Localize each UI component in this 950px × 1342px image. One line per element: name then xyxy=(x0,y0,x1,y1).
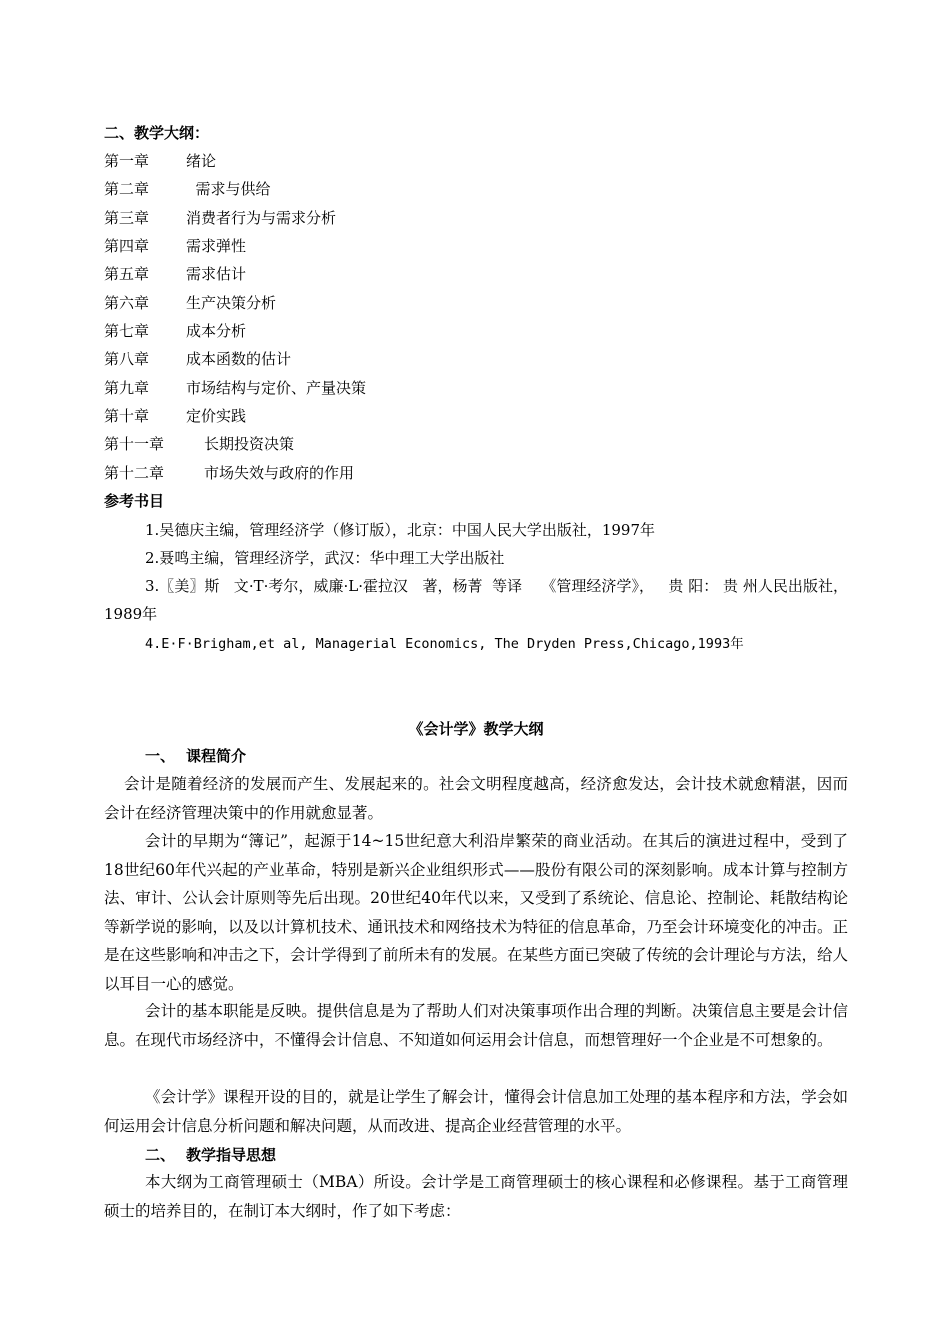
reference-item: 2.聂鸣主编，管理经济学，武汉：华中理工大学出版社 xyxy=(145,549,505,567)
chapter-title: 成本分析 xyxy=(186,322,247,340)
chapter-7 xyxy=(104,321,848,341)
chapter-3 xyxy=(104,208,848,228)
chapter-title: 消费者行为与需求分析 xyxy=(186,209,337,227)
section-heading-2 xyxy=(145,1145,276,1165)
chapter-title: 需求弹性 xyxy=(186,237,247,255)
chapter-number: 第二章 xyxy=(104,180,150,198)
section-title: 教学指导思想 xyxy=(186,1146,277,1164)
paragraph: 会计的基本职能是反映。提供信息是为了帮助人们对决策事项作出合理的判断。决策信息主要是会计信息。在现代市场经济中，不懂得会计信息、不知道如何运用会计信息，而想管理好一个企业是不可想象的。 xyxy=(104,1002,848,1049)
accounting-title: 《会计学》教学大纲 xyxy=(408,720,544,738)
section-number: 一、 xyxy=(145,747,176,765)
chapter-title: 市场失效与政府的作用 xyxy=(204,464,355,482)
chapter-12 xyxy=(104,463,848,483)
section-heading-1 xyxy=(145,746,246,766)
reference-item: 4.E·F·Brigham,et al, Managerial Economics, The Dryden Press,Chicago,1993年 xyxy=(145,636,744,652)
chapter-title: 长期投资决策 xyxy=(204,435,295,453)
chapter-number: 第八章 xyxy=(104,350,150,368)
chapter-9 xyxy=(104,378,848,398)
chapter-number: 第十章 xyxy=(104,407,150,425)
chapter-number: 第十二章 xyxy=(104,464,165,482)
chapter-number: 第四章 xyxy=(104,237,150,255)
chapter-title: 生产决策分析 xyxy=(186,294,277,312)
chapter-8 xyxy=(104,349,848,369)
chapter-6 xyxy=(104,293,848,313)
chapter-1 xyxy=(104,151,848,171)
paragraph: 会计的早期为“簿记”，起源于14~15世纪意大利沿岸繁荣的商业活动。在其后的演进过程中，受到了18世纪60年代兴起的产业革命，特别是新兴企业组织形式——股份有限公司的深刻影响。成本计算与控制方法、审计、公认会计原则等先后出现。20世纪40年代以来，又受到了系统论、信息论、控制论、耗散结构论等新学说的影响，以及以计算机技术、通讯技术和网络技术为特征的信息革命，乃至会计环境变化的冲击。正是在这些影响和冲击之下，会计学得到了前所未有的发展。在某些方面已突破了传统的会计理论与方法，给人以耳目一心的感觉。 xyxy=(104,832,849,993)
chapter-title: 定价实践 xyxy=(186,407,247,425)
chapter-title: 需求估计 xyxy=(186,265,247,283)
section-number: 二、 xyxy=(145,1146,176,1164)
chapter-title: 市场结构与定价、产量决策 xyxy=(186,379,367,397)
references-heading: 参考书目 xyxy=(104,492,165,510)
chapter-2 xyxy=(104,179,848,199)
chapter-number: 第六章 xyxy=(104,294,150,312)
chapter-number: 第七章 xyxy=(104,322,150,340)
chapter-11 xyxy=(104,434,848,454)
paragraph: 本大纲为工商管理硕士（MBA）所设。会计学是工商管理硕士的核心课程和必修课程。基于工商管理硕士的培养目的，在制订本大纲时，作了如下考虑： xyxy=(104,1173,848,1220)
chapter-number: 第五章 xyxy=(104,265,150,283)
syllabus-heading: 二、教学大纲： xyxy=(104,124,210,142)
chapter-title: 需求与供给 xyxy=(186,180,271,198)
chapter-5 xyxy=(104,264,848,284)
reference-item: 1.吴德庆主编，管理经济学（修订版），北京：中国人民大学出版社，1997年 xyxy=(145,521,655,539)
chapter-number: 第九章 xyxy=(104,379,150,397)
chapter-number: 第十一章 xyxy=(104,435,165,453)
chapter-10 xyxy=(104,406,848,426)
section-title: 课程简介 xyxy=(186,747,247,765)
chapter-number: 第一章 xyxy=(104,152,150,170)
chapter-4 xyxy=(104,236,848,256)
chapter-title: 成本函数的估计 xyxy=(186,350,292,368)
chapter-title: 绪论 xyxy=(186,152,217,170)
reference-item: 3.〖美〗斯 文·T·考尔，威廉·L·霍拉汉 著，杨菁 等译 《管理经济学》， 贵 阳： 贵 州人民出版社，1989年 xyxy=(104,577,848,623)
chapter-number: 第三章 xyxy=(104,209,150,227)
paragraph: 会计是随着经济的发展而产生、发展起来的。社会文明程度越高，经济愈发达，会计技术就愈精湛，因而会计在经济管理决策中的作用就愈显著。 xyxy=(104,775,848,822)
paragraph: 《会计学》课程开设的目的，就是让学生了解会计，懂得会计信息加工处理的基本程序和方法，学会如何运用会计信息分析问题和解决问题，从而改进、提高企业经营管理的水平。 xyxy=(104,1088,848,1135)
